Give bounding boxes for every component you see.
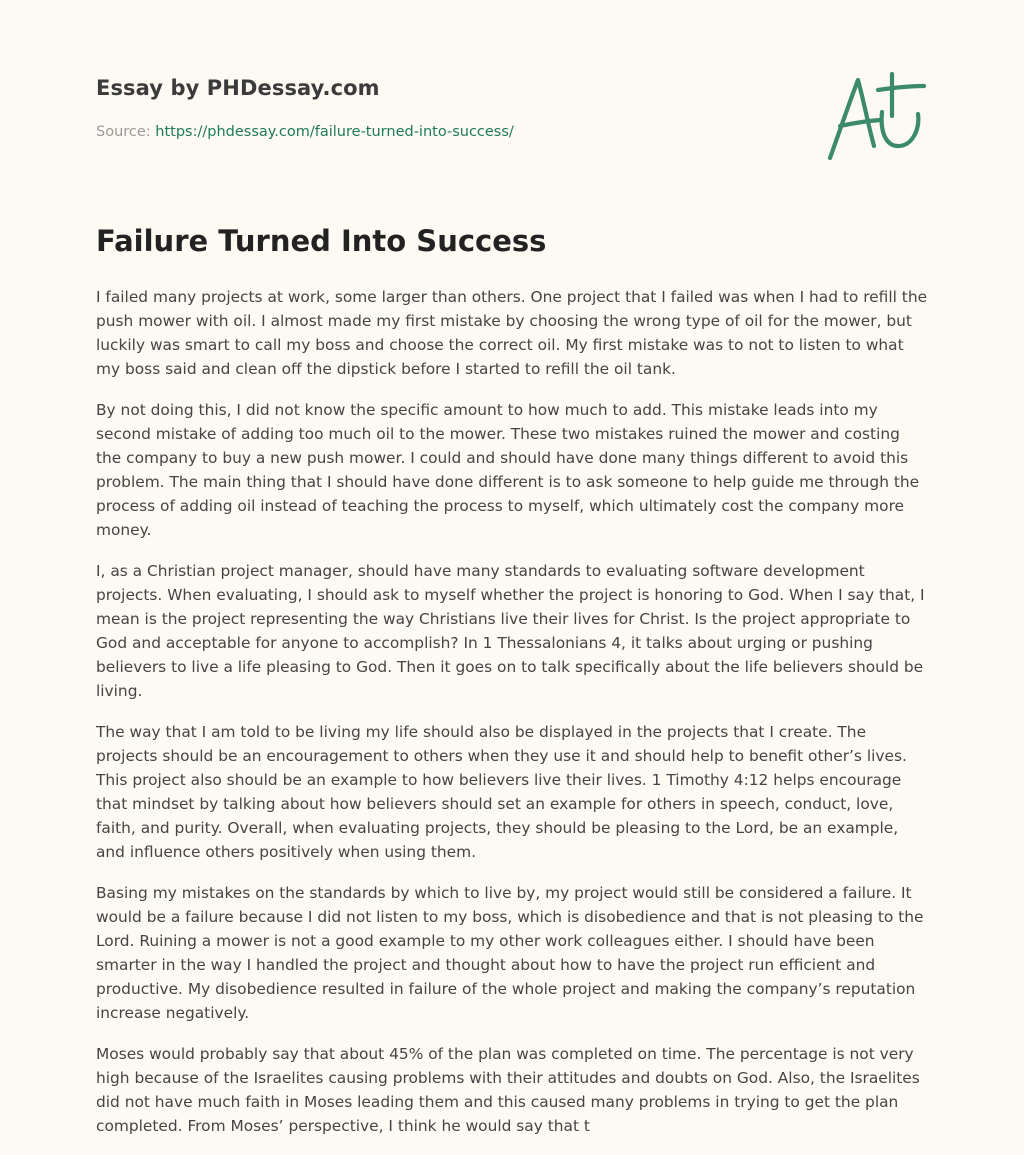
essay-body [96,285,930,1155]
site-brand: Essay by PHDessay.com [96,76,380,100]
source-label: Source: [96,124,156,140]
essay-paragraph: I failed many projects at work, some larger than others. One project that I failed was when I had to refill the push mower with oil. I almost made my first mistake by choosing the wrong type of oil for the mower, but luckily was smart to call my boss and choose the correct oil. My first mistake was to not to listen to what my boss said and clean off the dipstick before I started to refill the oil tank. [96,288,928,378]
essay-paragraph: The way that I am told to be living my life should also be displayed in the projects that I create. The projects should be an encouragement to others when they use it and should help to benefit other’s lives. This project also should be an example to how believers live their lives. 1 Timothy 4:12 helps encourage that mindset by talking about how believers should set an example for others in speech, conduct, love, faith, and purity. Overall, when evaluating projects, they should be pleasing to the Lord, be an example, and influence others positively when using them. [96,723,907,861]
essay-paragraph: Basing my mistakes on the standards by which to live by, my project would still be considered a failure. It would be a failure because I did not listen to my boss, which is disobedience and that is not pleasing to the Lord. Ruining a mower is not a good example to my other work colleagues either. I should have been smarter in the way I handled the project and thought about how to have the project run efficient and productive. My disobedience resulted in failure of the whole project and making the company’s reputation increase negatively. [96,884,924,1022]
essay-title: Failure Turned Into Success [96,224,547,258]
a-plus-grade-icon [820,66,932,166]
source-link[interactable]: https://phdessay.com/failure-turned-into-success/ [155,124,514,140]
essay-header [96,76,928,140]
source-line [96,124,514,140]
essay-paragraph: I, as a Christian project manager, should have many standards to evaluating software development projects. When evaluating, I should ask to myself whether the project is honoring to God. When I say that, I mean is the project representing the way Christians live their lives for Christ. Is the project appropriate to God and acceptable for anyone to accomplish? In 1 Thessalonians 4, it talks about urging or pushing believers to live a life pleasing to God. Then it goes on to talk specifically about the life believers should be living. [96,562,925,700]
essay-paragraph: Moses would probably say that about 45% of the plan was completed on time. The percentage is not very high because of the Israelites causing problems with their attitudes and doubts on God. Also, the Israelites did not have much faith in Moses leading them and this caused many problems in trying to get the plan completed. From Moses’ perspective, I think he would say that t [96,1045,920,1135]
essay-paragraph: By not doing this, I did not know the specific amount to how much to add. This mistake leads into my second mistake of adding too much oil to the mower. These two mistakes ruined the mower and costing the company to buy a new push mower. I could and should have done many things different to avoid this problem. The main thing that I should have done different is to ask someone to help guide me through the process of adding oil instead of teaching the process to myself, which ultimately cost the company more money. [96,401,920,539]
